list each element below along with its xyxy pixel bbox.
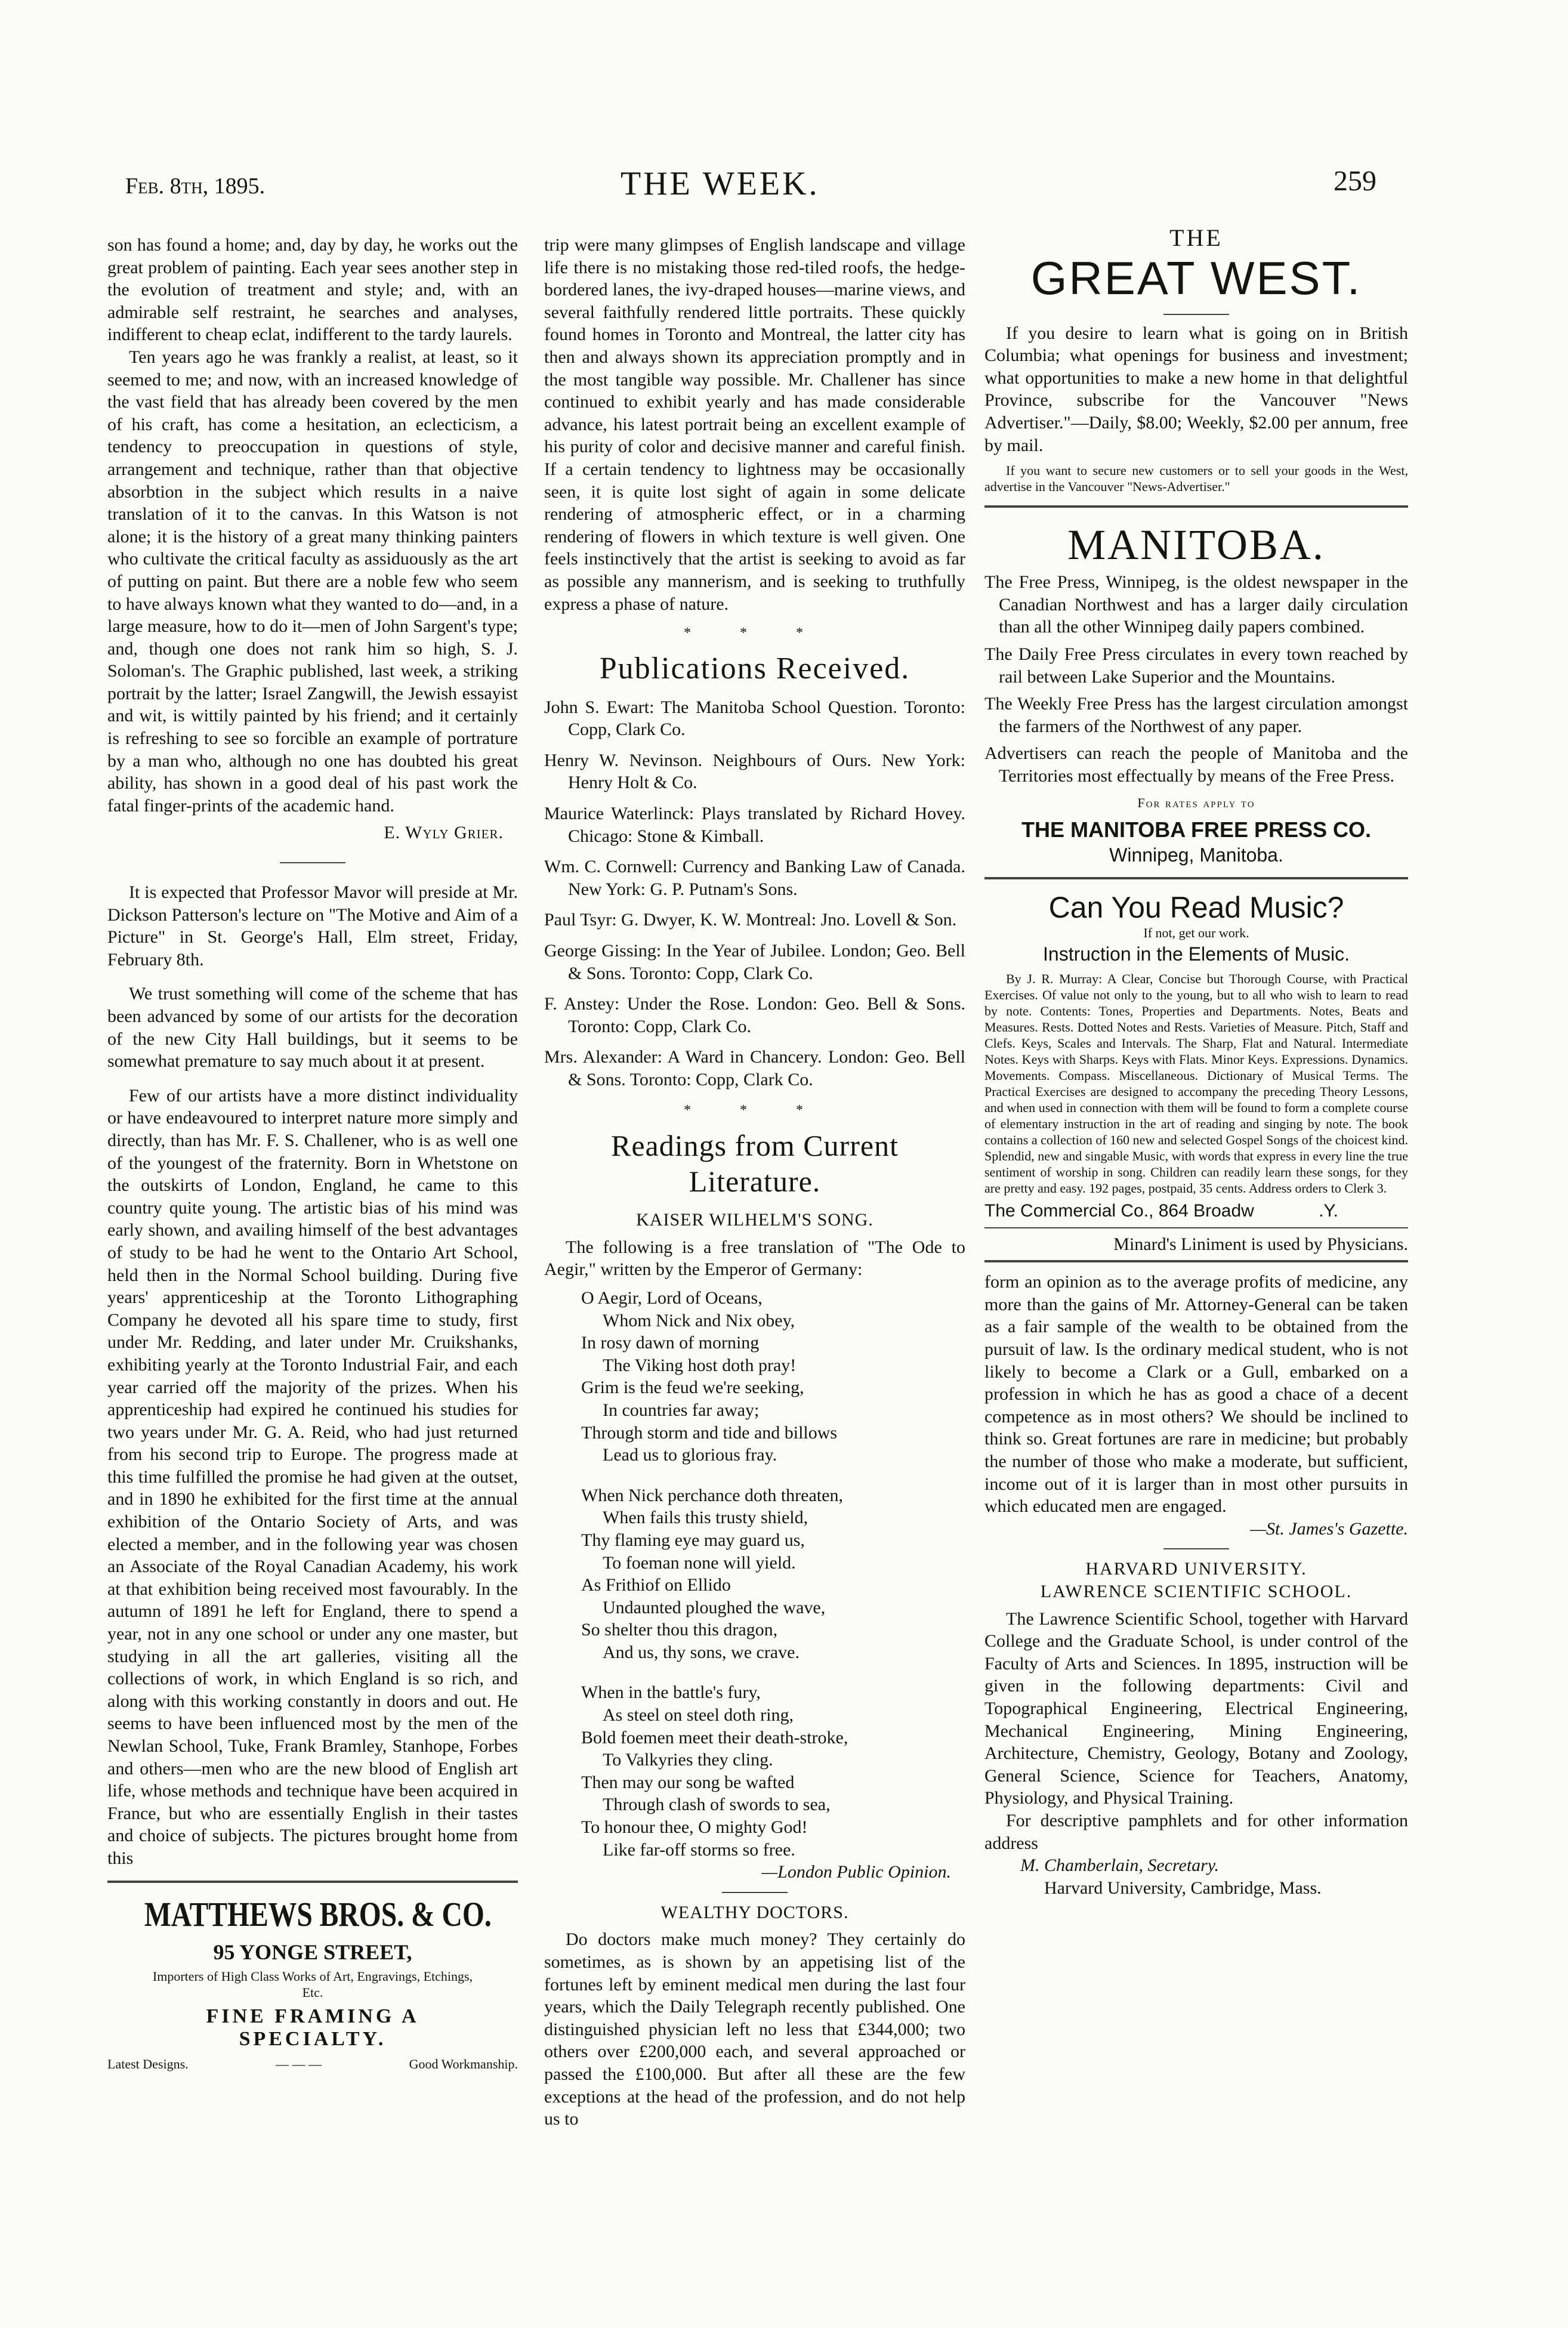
- poem-line: The Viking host doth pray!: [603, 1355, 797, 1375]
- ad-footer-right: Good Workmanship.: [409, 2057, 518, 2072]
- poem-line: Thy flaming eye may guard us,: [581, 1530, 805, 1550]
- poem-line: Undaunted ploughed the wave,: [603, 1597, 826, 1617]
- poem-line: Like far-off storms so free.: [603, 1839, 795, 1860]
- manitoba-paragraph: Advertisers can reach the people of Manitoba and the Territories most effectually by means of the Free Press.: [984, 743, 1408, 786]
- poem-line: In countries far away;: [603, 1400, 760, 1420]
- art-note: We trust something will come of the scheme that has been advanced by some of our artists for the decoration of the new City Hall buildings, but it seems to be somewhat premature to say much about it at present.: [107, 984, 518, 1072]
- manitoba-city: Winnipeg, Manitoba.: [1109, 844, 1283, 866]
- harvard-address: Harvard University, Cambridge, Mass.: [1044, 1878, 1322, 1898]
- poem-stanza: [581, 1681, 965, 1861]
- poem: [544, 1287, 965, 1861]
- publication-entry: Paul Tsyr: G. Dwyer, K. W. Montreal: Jno. Lovell & Son.: [544, 910, 957, 930]
- great-west-the: THE: [1169, 227, 1223, 251]
- ad-rule: [984, 1260, 1408, 1262]
- publication-entry: Wm. C. Cornwell: Currency and Banking Law of Canada. New York: G. P. Putnam's Sons.: [544, 857, 965, 899]
- poem-line: As Frithiof on Ellido: [581, 1575, 731, 1595]
- minard-ad: Minard's Liniment is used by Physicians.: [1113, 1234, 1408, 1254]
- section-divider: [1163, 314, 1229, 315]
- readings-heading: [544, 1128, 965, 1199]
- harvard-subtitle: LAWRENCE SCIENTIFIC SCHOOL.: [1040, 1582, 1353, 1601]
- poem-line: O Aegir, Lord of Oceans,: [581, 1287, 763, 1308]
- poem-line: Through storm and tide and billows: [581, 1422, 838, 1443]
- poem-line: To honour thee, O mighty God!: [581, 1817, 808, 1838]
- article-paragraph: son has found a home; and, day by day, he works out the great problem of painting. Each year sees another step in the evolution of treatment and style; and, with an admirable self restraint, he searches and analyses, indifferent to cheap eclat, indifferent to the tardy laurels.: [107, 235, 518, 345]
- poem-source: —London Public Opinion.: [761, 1862, 951, 1882]
- poem-line: So shelter thou this dragon,: [581, 1620, 778, 1640]
- poem-line: Through clash of swords to sea,: [603, 1795, 831, 1815]
- art-note: It is expected that Professor Mavor will preside at Mr. Dickson Patterson's lecture on "The Motive and Aim of a Picture" in St. George's Hall, Elm street, Friday, February 8th.: [107, 882, 518, 970]
- song-intro: The following is a free translation of "The Ode to Aegir," written by the Emperor of Germany:: [544, 1237, 965, 1280]
- manitoba-title: MANITOBA.: [1067, 521, 1325, 569]
- wealthy-doctors-title: WEALTHY DOCTORS.: [660, 1902, 849, 1922]
- ad-rule: [984, 1227, 1408, 1228]
- manitoba-paragraph: The Daily Free Press circulates in every town reached by rail between Lake Superior and the Mountains.: [984, 644, 1408, 687]
- harvard-info: For descriptive pamphlets and for other information address: [984, 1810, 1408, 1853]
- section-divider: [280, 862, 345, 863]
- ad-footer-dashes: — — —: [276, 2057, 322, 2072]
- ad-rule: [984, 877, 1408, 879]
- ad-footer: [107, 2056, 518, 2072]
- wealthy-doctors-text: Do doctors make much money? They certainly do sometimes, as is shown by an appetising list of the fortunes left by eminent medical men during the last four years, which the Daily Telegraph recently published. One distinguished physician left no less that £344,000; two others over £200,000 each, and several approached or passed the £100,000. But after all these are the few exceptions at the head of the profession, and do not help us to: [544, 1929, 965, 2129]
- readings-heading-line: Literature.: [689, 1165, 821, 1199]
- harvard-text: The Lawrence Scientific School, together with Harvard College and the Graduate School, is under control of the Faculty of Arts and Sciences. In 1895, instruction will be given in the following departments: Civil and Topographical Engineering, Electrical Engineering, Mechanical Engineering, Mining Engineering, Architecture, Chemistry, Geology, Botany and Zoology, General Science, Science for Teachers, Anatomy, Physiology, and Physical Training.: [984, 1608, 1408, 1808]
- great-west-title: GREAT WEST.: [1030, 251, 1362, 304]
- ad-description: Importers of High Class Works of Art, Engravings, Etchings, Etc.: [152, 1969, 473, 2000]
- ad-rule: [984, 505, 1408, 508]
- doctors-continuation: form an opinion as to the average profits of medicine, any more than the gains of Mr. Attorney-General can be taken as a fair sample of the wealth to be obtained from the pursuit of law. Is the ordinary medical student, who is not likely to become a Clark or a Gull, embarked on a profession in which he has as good a chace of a decent competence as in most others? We should be inclined to think so. Great fortunes are rare in medicine; but probably the number of those who make a moderate, but sufficient, income out of it is larger than in most other pursuits in which educated men are engaged.: [984, 1272, 1408, 1517]
- running-date: Feb. 8th, 1895.: [125, 174, 266, 199]
- poem-line: Lead us to glorious fray.: [603, 1445, 777, 1465]
- music-footer: [984, 1200, 1408, 1222]
- art-note: Few of our artists have a more distinct individuality or have endeavoured to interpret nature more simply and directly, than has Mr. F. S. Challener, who is as well one of the youngest of the fraternity. Born in Whetstone on the outskirts of London, England, he came to this country quite young. The artistic bias of his mind was early shown, and availing himself of the best advantages of study to be had he went to the Ontario Art School, held then in the Normal School building. During five years' apprenticeship at the Toronto Lithographing Company he devoted all his spare time to study, first under Mr. Redding, and later under Mr. Cruikshanks, exhibiting yearly at the Toronto Industrial Fair, and each year carried off the majority of the prizes. When his apprenticeship had expired he continued his studies for two years under Mr. G. A. Reid, who had just returned from his second trip to Europe. The progress made at this time fulfilled the promise he had given at the outset, and in 1890 he exhibited for the first time at the annual exhibition of the Ontario Society of Arts, and was elected a member, and in the following year was chosen an Associate of the Royal Canadian Academy, his work at that exhibition being received most favourably. In the autumn of 1891 he left for England, there to spend a year, not in any one school or under any one master, but studying in all the art galleries, visiting all the collections of work, in which England is so rich, and along with this working constantly in doors and out. He seems to have been influenced most by the men of the Newlan School, Tuke, Frank Bramley, Stanhope, Forbes and others—men who are the new blood of English art life, whose methods and technique have been acquired in France, but who are essentially English in their tastes and choice of subjects. The pictures brought home from this: [107, 1085, 518, 1868]
- music-text: By J. R. Murray: A Clear, Concise but Thorough Course, with Practical Exercises. Of value not only to the young, but to all who wish to learn to read by note. Contents: Tones, Properties and Departments. Notes, Beats and Measures. Rests. Dotted Notes and Rests. Varieties of Measure. Pitch, Staff and Clefs. Keys, Scales and Intervals. The Sharp, Flat and Natural. Intermediate Notes. Keys with Sharps. Keys with Flats. Minor Keys. Expressions. Dynamics. Movements. Compass. Miscellaneous. Dictionary of Musical Terms. The Practical Exercises are designed to accompany the preceding Theory Lessons, and when used in connection with them will be found to form a complete course of elementary instruction in the art of reading and singing by note. The book contains a collection of 160 new and selected Gospel Songs of the choicest kind. Splendid, new and singable Music, with words that express in every line the true sentiment of worship in song. Children can readily learn these songs, for they are pretty and easy. 192 pages, postpaid, 35 cents. Address orders to Clerk 3.: [984, 971, 1408, 1196]
- manitoba-company: THE MANITOBA FREE PRESS CO.: [1021, 817, 1372, 842]
- poem-line: Whom Nick and Nix obey,: [603, 1310, 795, 1330]
- ad-specialty: SPECIALTY.: [239, 2027, 387, 2050]
- song-title: KAISER WILHELM'S SONG.: [636, 1210, 873, 1230]
- article-paragraph: Ten years ago he was frankly a realist, at least, so it seemed to me; and now, with an increased knowledge of the vast field that has already been covered by the men of his craft, has come a hesitation, an eclecticism, a tendency to preoccupation in questions of style, arrangement and technique, rather than that objective absorbtion in the subject which results in a naive translation of it to the canvas. In this Watson is not alone; it is the history of a great many thinking painters who cultivate the critical faculty as assiduously as the art of putting on paint. But there are a noble few who seem to have always known what they wanted to do—and, in a large measure, how to do it—men of John Sargent's type; and, though one does not rank him so high, S. J. Soloman's. The Graphic published, last week, a striking portrait by the latter; Israel Zangwill, the Jewish essayist and wit, is wittily painted by his friend; and it certainly is refreshing to see so forcible an example of portrature by a man who, although no one has doubted his great ability, has shown in a good deal of his past work the fatal finger-prints of the academic hand.: [107, 347, 518, 816]
- publication-entry: Maurice Waterlinck: Plays translated by Richard Hovey. Chicago: Stone & Kimball.: [544, 804, 965, 846]
- publications-list: [544, 696, 965, 1091]
- manitoba-rates: For rates apply to: [1137, 795, 1255, 810]
- poem-line: Then may our song be wafted: [581, 1772, 795, 1792]
- ad-company-name: MATTHEWS BROS. & CO.: [144, 1894, 492, 1934]
- ad-address: 95 YONGE STREET,: [213, 1940, 412, 1964]
- publications-heading: Publications Received.: [599, 651, 910, 686]
- harvard-secretary: M. Chamberlain, Secretary.: [1020, 1855, 1220, 1876]
- section-divider: [722, 1892, 788, 1893]
- great-west-text: If you desire to learn what is going on in British Columbia; what openings for business and investment; what opportunities to make a new home in that delightful Province, subscribe for the Vancouver "News Advertiser."—Daily, $8.00; Weekly, $2.00 per annum, free by mail.: [984, 323, 1408, 455]
- poem-line: And us, thy sons, we crave.: [603, 1642, 800, 1662]
- poem-stanza: [581, 1484, 965, 1664]
- publication-entry: John S. Ewart: The Manitoba School Question. Toronto: Copp, Clark Co.: [544, 697, 965, 740]
- music-heading: Instruction in the Elements of Music.: [1043, 943, 1350, 965]
- great-west-note: If you want to secure new customers or to sell your goods in the West, advertise in the Vancouver "News-Advertiser.": [984, 463, 1408, 495]
- publication-entry: George Gissing: In the Year of Jubilee. London; Geo. Bell & Sons. Toronto: Copp, Clark Co.: [544, 941, 965, 983]
- poem-line: Grim is the feud we're seeking,: [581, 1378, 804, 1398]
- publication-entry: Henry W. Nevinson. Neighbours of Ours. New York: Henry Holt & Co.: [544, 750, 965, 793]
- poem-line: When fails this trusty shield,: [603, 1508, 808, 1528]
- article-signature: E. Wyly Grier.: [384, 823, 504, 843]
- doctors-source: —St. James's Gazette.: [1250, 1518, 1408, 1539]
- section-divider: [1163, 1548, 1229, 1549]
- divider-stars: * * *: [684, 625, 826, 641]
- poem-line: To Valkyries they cling.: [603, 1750, 773, 1770]
- journal-title: THE WEEK.: [621, 165, 820, 202]
- poem-stanza: [581, 1287, 965, 1466]
- publication-entry: F. Anstey: Under the Rose. London: Geo. Bell & Sons. Toronto: Copp, Clark Co.: [544, 994, 965, 1036]
- ad-specialty: FINE FRAMING A: [206, 2005, 419, 2028]
- music-subtitle: If not, get our work.: [1143, 925, 1249, 941]
- readings-heading-line: Readings from Current: [610, 1129, 899, 1163]
- poem-line: When Nick perchance doth threaten,: [581, 1485, 843, 1505]
- poem-line: As steel on steel doth ring,: [603, 1705, 794, 1725]
- publication-entry: Mrs. Alexander: A Ward in Chancery. London: Geo. Bell & Sons. Toronto: Copp, Clark Co.: [544, 1047, 965, 1089]
- article-paragraph: trip were many glimpses of English landscape and village life there is no mistaking those red-tiled roofs, the hedge-bordered lanes, the ivy-draped houses—marine views, and several faithfully rendered little portraits. These quickly found homes in Toronto and Montreal, the latter city has then and always shown its appreciation promptly and in the most tangible way possible. Mr. Challener has since continued to exhibit yearly and has made considerable advance, his latest portrait being an excellent example of his purity of color and decisive manner and careful finish. If a certain tendency to lightness may be occasionally seen, it is quite lost sight of again in some delicate rendering of atmospheric effect, or in a charming rendering of flowers in which texture is well given. One feels instinctively that the artist is seeking to avoid as far as possible any mannerism, and is seeking to truthfully express a phase of nature.: [544, 235, 965, 614]
- poem-line: To foeman none will yield.: [603, 1552, 796, 1573]
- poem-line: In rosy dawn of morning: [581, 1333, 760, 1353]
- poem-line: Bold foemen meet their death-stroke,: [581, 1727, 848, 1747]
- poem-line: When in the battle's fury,: [581, 1682, 761, 1703]
- matthews-ad: [107, 1894, 518, 2073]
- ad-footer-left: Latest Designs.: [107, 2057, 189, 2072]
- column-right: [984, 227, 1408, 2285]
- page-number: 259: [1334, 165, 1376, 197]
- column-left: [107, 234, 518, 2286]
- music-footer-text: The Commercial Co., 864 Broadw: [984, 1201, 1254, 1221]
- column-middle: [544, 234, 965, 2286]
- divider-stars: * * *: [684, 1102, 826, 1118]
- manitoba-paragraph: The Free Press, Winnipeg, is the oldest newspaper in the Canadian Northwest and has a larger daily circulation than all the other Winnipeg daily papers combined.: [984, 572, 1408, 637]
- ad-rule: [107, 1881, 518, 1883]
- harvard-title: HARVARD UNIVERSITY.: [1085, 1559, 1307, 1579]
- manitoba-paragraph: The Weekly Free Press has the largest circulation amongst the farmers of the Northwest of any paper.: [984, 694, 1408, 736]
- music-title: Can You Read Music?: [1048, 891, 1344, 925]
- music-footer-text-end: .Y.: [1319, 1201, 1339, 1221]
